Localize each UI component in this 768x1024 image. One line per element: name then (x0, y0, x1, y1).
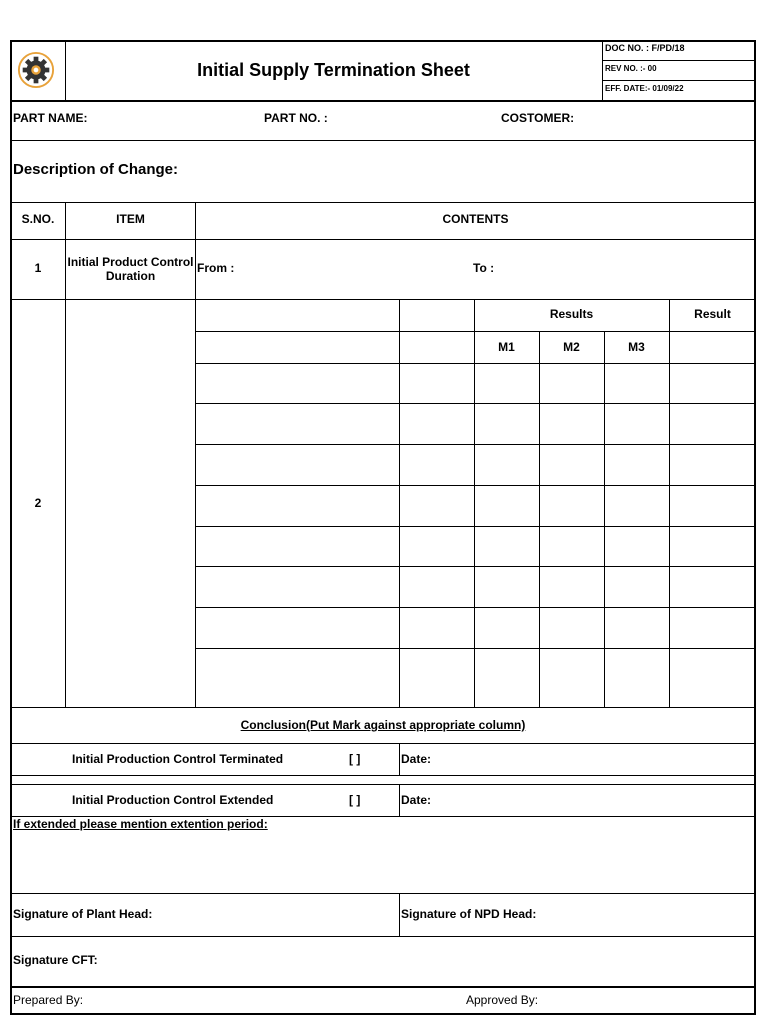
customer-label: COSTOMER: (501, 111, 575, 125)
grid-line (195, 485, 756, 486)
grid-line (195, 403, 756, 404)
termination-sheet (10, 40, 756, 1015)
m2-header: M2 (563, 340, 580, 354)
sno-header: S.NO. (21, 212, 55, 226)
row-divider (10, 299, 756, 300)
row-divider (10, 239, 756, 240)
header-divider (602, 40, 603, 101)
from-label: From : (197, 261, 235, 275)
prepared-by-label: Prepared By: (13, 993, 84, 1007)
row-divider (10, 784, 756, 785)
row-divider (10, 743, 756, 744)
row2-sno: 2 (34, 496, 42, 510)
row-divider (10, 986, 756, 988)
gear-icon (17, 51, 55, 89)
grid-line (669, 299, 670, 708)
item-header: ITEM (116, 212, 145, 226)
row-divider (10, 936, 756, 937)
revision-number: REV NO. :- 00 (605, 64, 657, 73)
m3-header: M3 (628, 340, 645, 354)
extended-checkbox[interactable]: [ ] (349, 793, 361, 807)
terminated-label: Initial Production Control Terminated (72, 752, 284, 766)
to-label: To : (473, 261, 495, 275)
extended-date-label: Date: (401, 793, 432, 807)
approved-by-label: Approved By: (466, 993, 539, 1007)
effective-date: EFF. DATE:- 01/09/22 (605, 84, 684, 93)
grid-line (195, 648, 756, 649)
column-divider (399, 743, 400, 775)
column-divider (399, 893, 400, 936)
contents-header: CONTENTS (442, 212, 509, 226)
extension-period-label: If extended please mention extention period: (13, 817, 268, 831)
m1-header: M1 (498, 340, 515, 354)
grid-line (539, 331, 540, 708)
npd-head-signature-label: Signature of NPD Head: (401, 907, 537, 921)
row-divider (10, 893, 756, 894)
part-no-label: PART NO. : (264, 111, 328, 125)
page-title: Initial Supply Termination Sheet (197, 60, 470, 80)
row-divider (10, 775, 756, 776)
plant-head-signature-label: Signature of Plant Head: (13, 907, 153, 921)
row-divider (10, 140, 756, 141)
row1-sno: 1 (34, 261, 42, 275)
doc-info-divider (602, 80, 756, 81)
header-bottom-border (10, 100, 756, 102)
grid-line (195, 444, 756, 445)
doc-info-divider (602, 60, 756, 61)
cft-signature-label: Signature CFT: (13, 953, 98, 967)
grid-line (195, 526, 756, 527)
grid-line (604, 331, 605, 708)
column-divider (399, 784, 400, 816)
terminated-checkbox[interactable]: [ ] (349, 752, 361, 766)
description-label: Description of Change: (13, 161, 179, 178)
grid-line (474, 299, 475, 708)
results-header: Results (549, 307, 594, 321)
part-name-label: PART NAME: (13, 111, 88, 125)
grid-line (399, 299, 400, 708)
row-divider (10, 202, 756, 203)
grid-line (195, 331, 756, 332)
grid-line (195, 363, 756, 364)
conclusion-title: Conclusion(Put Mark against appropriate column) (240, 718, 526, 732)
result-header: Result (694, 307, 731, 321)
grid-line (195, 607, 756, 608)
extended-label: Initial Production Control Extended (72, 793, 274, 807)
doc-number: DOC NO. : F/PD/18 (605, 43, 685, 53)
row-divider (10, 707, 756, 708)
grid-line (195, 566, 756, 567)
row1-item: Initial Product Control Duration (67, 255, 194, 283)
terminated-date-label: Date: (401, 752, 432, 766)
